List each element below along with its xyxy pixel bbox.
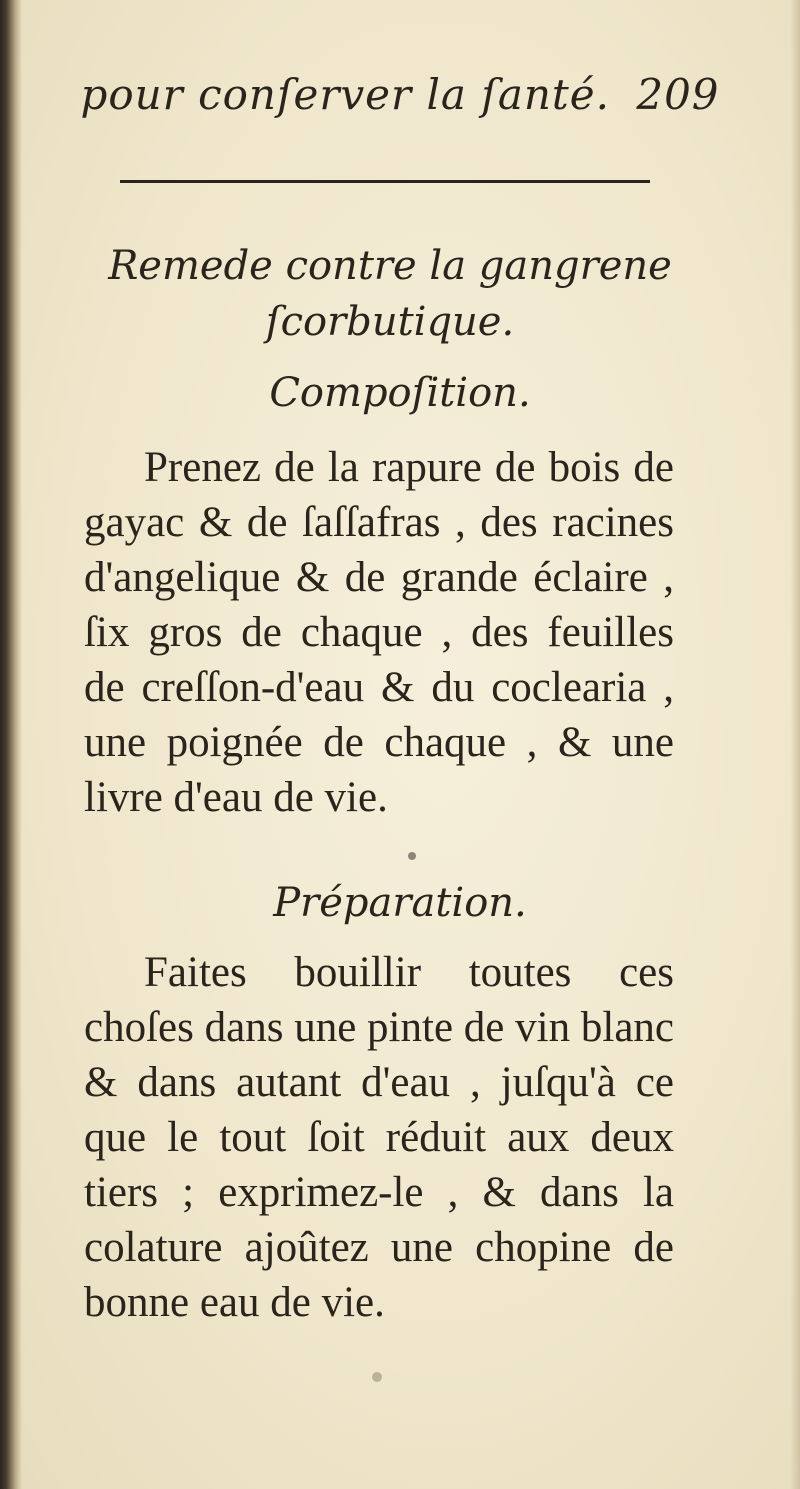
preparation-heading: Préparation. [273, 880, 527, 926]
running-head [0, 70, 800, 119]
ink-spot [408, 852, 416, 860]
spine-edge [0, 0, 22, 1489]
composition-heading: Compoſition. [269, 370, 531, 416]
composition-text: Prenez de la rapure de bois de gayac & de ſaſſafras , des racines d'angelique & de grande éclaire , ſix gros de chaque , des feuilles de creſſon-d'eau & du coclearia , une poignée de chaque , & une livre d'eau de vie. [84, 444, 674, 821]
remedy-title: Remede contre la gangrene ſcorbutique. [108, 243, 672, 345]
ink-spot [372, 1372, 382, 1382]
page-edge [790, 0, 800, 1489]
header-rule [120, 180, 650, 183]
page-number: 209 [636, 70, 720, 119]
preparation-text: Faites bouillir toutes ces choſes dans une pinte de vin blanc & dans autant d'eau , juſqu'à ce que le tout ſoit réduit aux deux tiers ; exprimez-le , & dans la colature ajoûtez une chopine de bonne eau de vie. [84, 949, 674, 1326]
running-head-title: pour conſerver la ſanté. [80, 70, 610, 119]
